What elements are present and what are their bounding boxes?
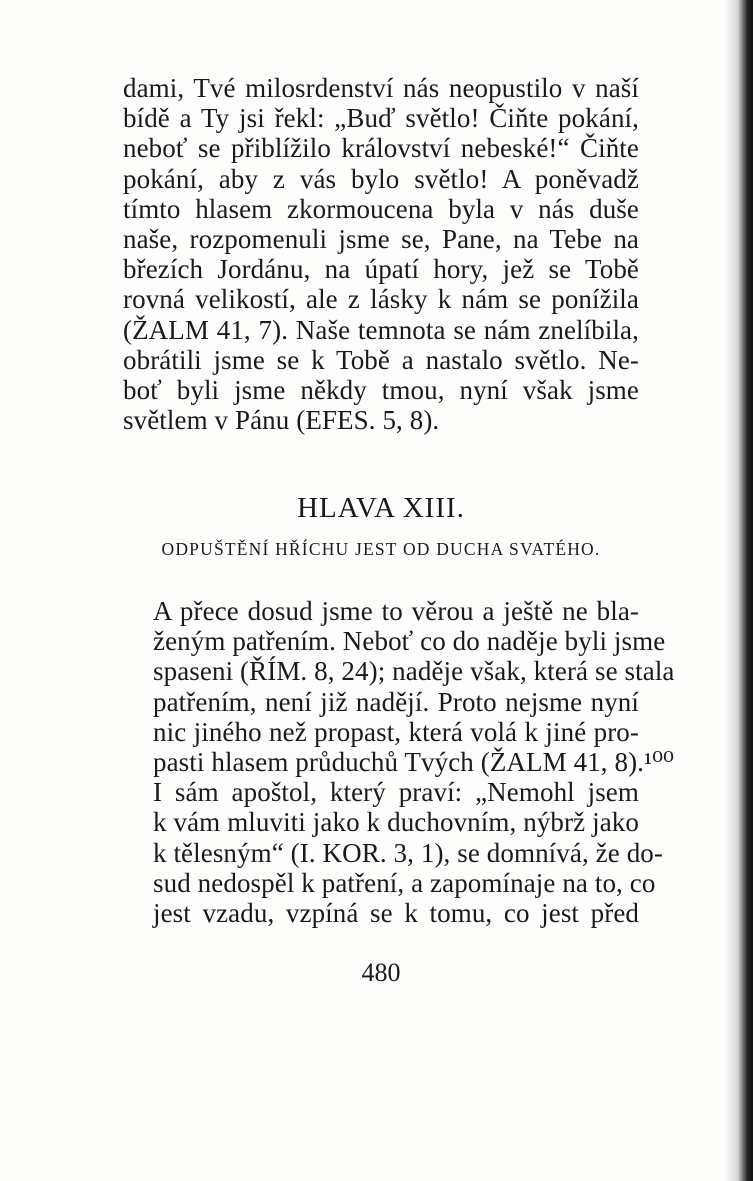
paragraph-1 bbox=[123, 73, 639, 435]
text-line: pokání, aby z vás bylo světlo! A poněvadž bbox=[123, 163, 639, 194]
text-line: rovná velikostí, ale z lásky k nám se ponížila bbox=[123, 284, 639, 315]
text-line: I sám apoštol, který praví: „Nemohl jsem bbox=[153, 777, 639, 808]
text-line: spaseni (ŘÍM. 8, 24); naděje však, která se stala bbox=[153, 656, 675, 687]
text-line: jest vzadu, vzpíná se k tomu, co jest před bbox=[153, 897, 639, 928]
text-line: k tělesným“ (I. KOR. 3, 1), se domnívá, že do- bbox=[153, 837, 663, 868]
page-number: 480 bbox=[361, 958, 401, 987]
text-line: světlem v Pánu (EFES. 5, 8). bbox=[123, 405, 440, 436]
text-line: ženým patřením. Neboť co do naděje byli jsme bbox=[153, 626, 666, 657]
text-line: tímto hlasem zkormoucena byla v nás duše bbox=[123, 193, 639, 224]
text-line: naše, rozpomenuli jsme se, Pane, na Tebe na bbox=[123, 223, 639, 254]
text-line: nic jiného než propast, která volá k jiné pro- bbox=[153, 716, 639, 747]
text-line: březích Jordánu, na úpatí hory, jež se Tobě bbox=[123, 254, 639, 285]
text-line: (ŽALM 41, 7). Naše temnota se nám znelíbila, bbox=[123, 314, 639, 345]
text-line: sud nedospěl k patření, a zapomínaje na to, co bbox=[153, 867, 656, 898]
text-line: k vám mluviti jako k duchovním, nýbrž jako bbox=[153, 807, 639, 838]
text-line: neboť se přiblížilo království nebeské!“ Čiňte bbox=[123, 133, 639, 164]
text-line: patřením, není již nadějí. Proto nejsme nyní bbox=[153, 686, 639, 717]
text-line: obrátili jsme se k Tobě a nastalo světlo. Ne- bbox=[123, 344, 639, 375]
chapter-subheading: ODPUŠTĚNÍ HŘÍCHU JEST OD DUCHA SVATÉHO. bbox=[161, 539, 601, 559]
text-line: boť byli jsme někdy tmou, nyní však jsme bbox=[123, 374, 639, 405]
text-line: bídě a Ty jsi řekl: „Buď světlo! Čiňte pokání, bbox=[123, 103, 639, 134]
text-line: dami, Tvé milosrdenství nás neopustilo v naší bbox=[123, 73, 639, 103]
text-line: pasti hlasem průduchů Tvých (ŽALM 41, 8).¹⁰⁰ bbox=[153, 746, 675, 777]
chapter-heading: HLAVA XIII. bbox=[297, 492, 465, 524]
page-gutter-shadow bbox=[725, 0, 753, 1181]
text-line: A přece dosud jsme to věrou a ještě ne bla- bbox=[153, 596, 639, 626]
paragraph-2 bbox=[123, 596, 675, 928]
